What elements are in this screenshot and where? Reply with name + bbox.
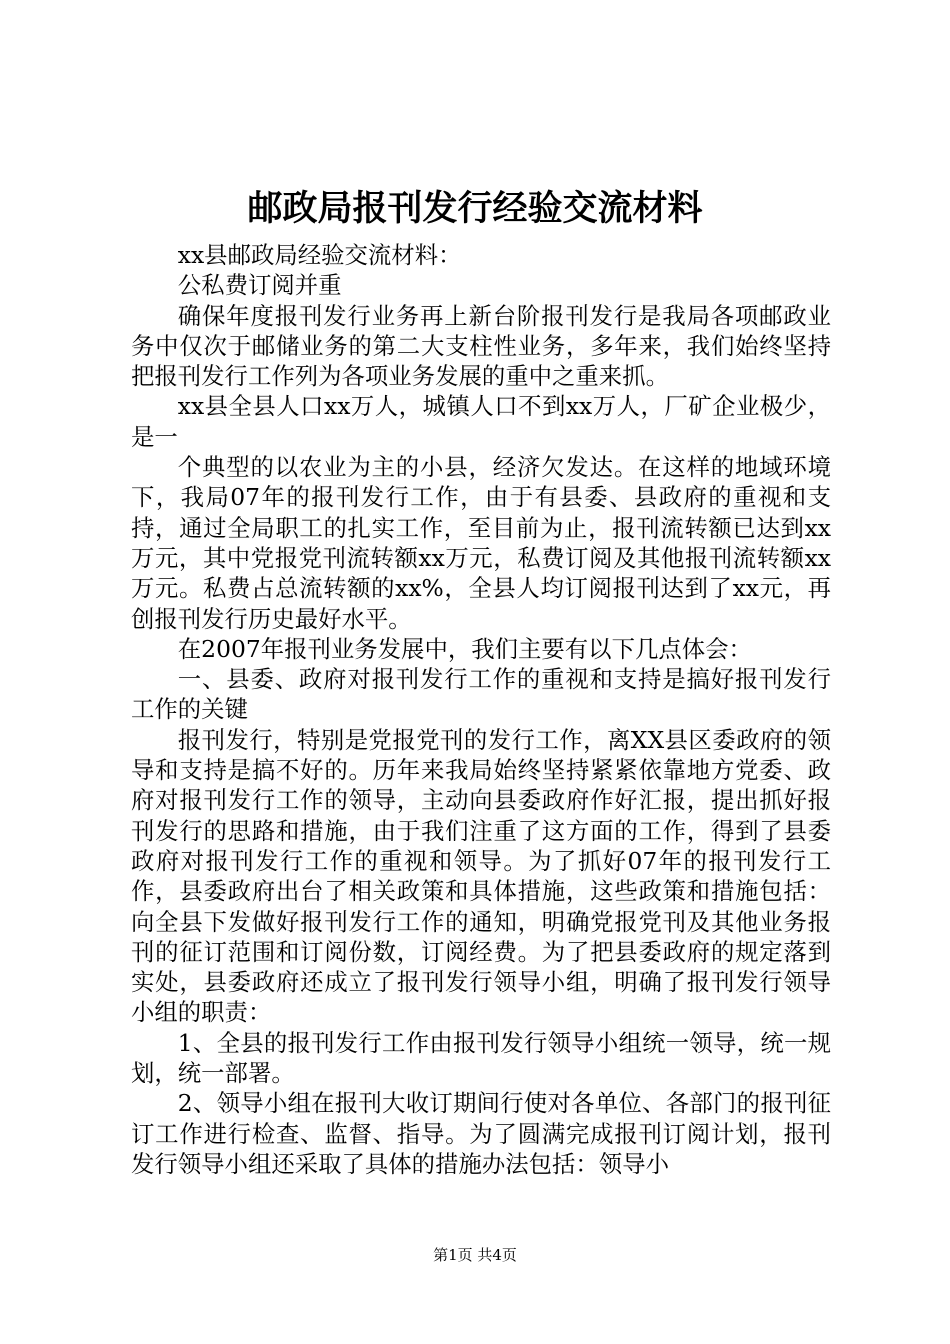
paragraph: 在2007年报刊业务发展中，我们主要有以下几点体会： (177, 634, 752, 663)
section-heading: 一、县委、政府对报刊发行工作的重视和支持是搞好报刊发行工作的关键 (131, 665, 831, 724)
list-item: 1、全县的报刊发行工作由报刊发行领导小组统一领导，统一规划，统一部署。 (131, 1028, 831, 1088)
paragraph: xx县邮政局经验交流材料： (177, 241, 462, 269)
list-item: 2、领导小组在报刊大收订期间行使对各单位、各部门的报刊征订工作进行检查、监督、指导。为了圆满完成报刊订阅计划，报刊发行领导小组还采取了具体的措施办法包括：领导小 (131, 1089, 831, 1178)
paragraph: 公私费订阅并重 (177, 271, 342, 300)
paragraph: 报刊发行，特别是党报党刊的发行工作，离XX县区委政府的领导和支持是搞不好的。历年来我局始终坚持紧紧依靠地方党委、政府对报刊发行工作的领导，主动向县委政府作好汇报，提出抓好报刊发行的思路和措施，由于我们注重了这方面的工作，得到了县委政府对报刊发行工作的重视和领导。为了抓好07年的报刊发行工作，县委政府出台了相关政策和具体措施，这些政策和措施包括：向全县下发做好报刊发行工作的通知，明确党报党刊及其他业务报刊的征订范围和订阅份数，订阅经费。为了把县委政府的规定落到实处，县委政府还成立了报刊发行领导小组，明确了报刊发行领导小组的职责： (131, 725, 831, 1027)
paragraph: xx县全县人口xx万人，城镇人口不到xx万人，厂矿企业极少，是一 (131, 392, 831, 451)
paragraph: 个典型的以农业为主的小县，经济欠发达。在这样的地域环境下，我局07年的报刊发行工作，由于有县委、县政府的重视和支持，通过全局职工的扎实工作，至目前为止，报刊流转额已达到xx万元，其中党报党刊流转额xx万元，私费订阅及其他报刊流转额xx万元。私费占总流转额的xx%，全县人均订阅报刊达到了xx元，再创报刊发行历史最好水平。 (131, 453, 831, 633)
page-footer: 第1页 共4页 (433, 1246, 517, 1264)
document-title: 邮政局报刊发行经验交流材料 (247, 188, 703, 229)
paragraph: 确保年度报刊发行业务再上新台阶报刊发行是我局各项邮政业务中仅次于邮储业务的第二大支柱性业务，多年来，我们始终坚持把报刊发行工作列为各项业务发展的重中之重来抓。 (131, 301, 831, 391)
document-body (131, 240, 831, 1179)
